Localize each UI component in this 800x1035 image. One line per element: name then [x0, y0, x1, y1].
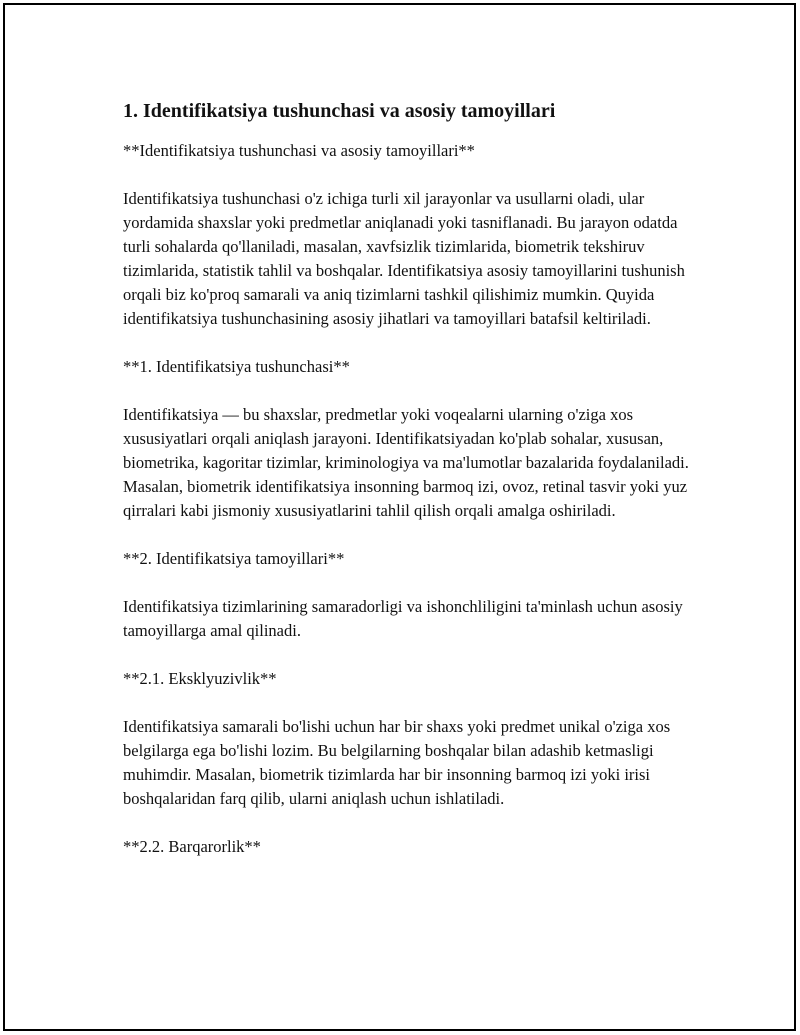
- subsection-heading-stability: **2.2. Barqarorlik**: [123, 837, 261, 856]
- concept-paragraph: Identifikatsiya — bu shaxslar, predmetlar yoki voqealarni ularning o'ziga xos xususiyatlari orqali aniqlash jarayoni. Identifikatsiyadan ko'plab sohalar, xususan, biometrika, kagoritar tizimlar, kriminologiya va ma'lumotlar bazalarida foydalaniladi. Masalan, biometrik identifikatsiya insonning barmoq izi, ovoz, retinal tasvir yoki yuz qirralari kabi jismoniy xususiyatlarini tahlil qilish orqali amalga oshiriladi.: [123, 405, 689, 520]
- subsection-heading-exclusivity: **2.1. Eksklyuzivlik**: [123, 669, 277, 688]
- document-title: 1. Identifikatsiya tushunchasi va asosiy tamoyillari: [123, 100, 556, 122]
- principles-paragraph: Identifikatsiya tizimlarining samaradorligi va ishonchliligini ta'minlash uchun asosiy tamoyillarga amal qilinadi.: [123, 597, 683, 640]
- exclusivity-paragraph: Identifikatsiya samarali bo'lishi uchun har bir shaxs yoki predmet unikal o'ziga xos belgilarga ega bo'lishi lozim. Bu belgilarning boshqalar bilan adashib ketmasligi muhimdir. Masalan, biometrik tizimlarda har bir insonning barmoq izi yoki irisi boshqalaridan farq qilib, ularni aniqlash uchun ishlatiladi.: [123, 717, 671, 808]
- page-frame: [3, 3, 796, 1031]
- section-heading-principles: **2. Identifikatsiya tamoyillari**: [123, 549, 345, 568]
- document-body: [123, 97, 703, 883]
- intro-paragraph: Identifikatsiya tushunchasi o'z ichiga turli xil jarayonlar va usullarni oladi, ular yordamida shaxslar yoki predmetlar aniqlanadi yoki tasniflanadi. Bu jarayon odatda turli sohalarda qo'llaniladi, masalan, xavfsizlik tizimlarida, biometrik tekshiruv tizimlarida, statistik tahlil va boshqalar. Identifikatsiya asosiy tamoyillarini tushunish orqali biz ko'proq samarali va aniq tizimlarni tashkil qilishimiz mumkin. Quyida identifikatsiya tushunchasining asosiy jihatlari va tamoyillari batafsil keltiriladi.: [123, 189, 685, 328]
- section-heading-concept: **1. Identifikatsiya tushunchasi**: [123, 357, 350, 376]
- section-heading-main: **Identifikatsiya tushunchasi va asosiy tamoyillari**: [123, 141, 475, 160]
